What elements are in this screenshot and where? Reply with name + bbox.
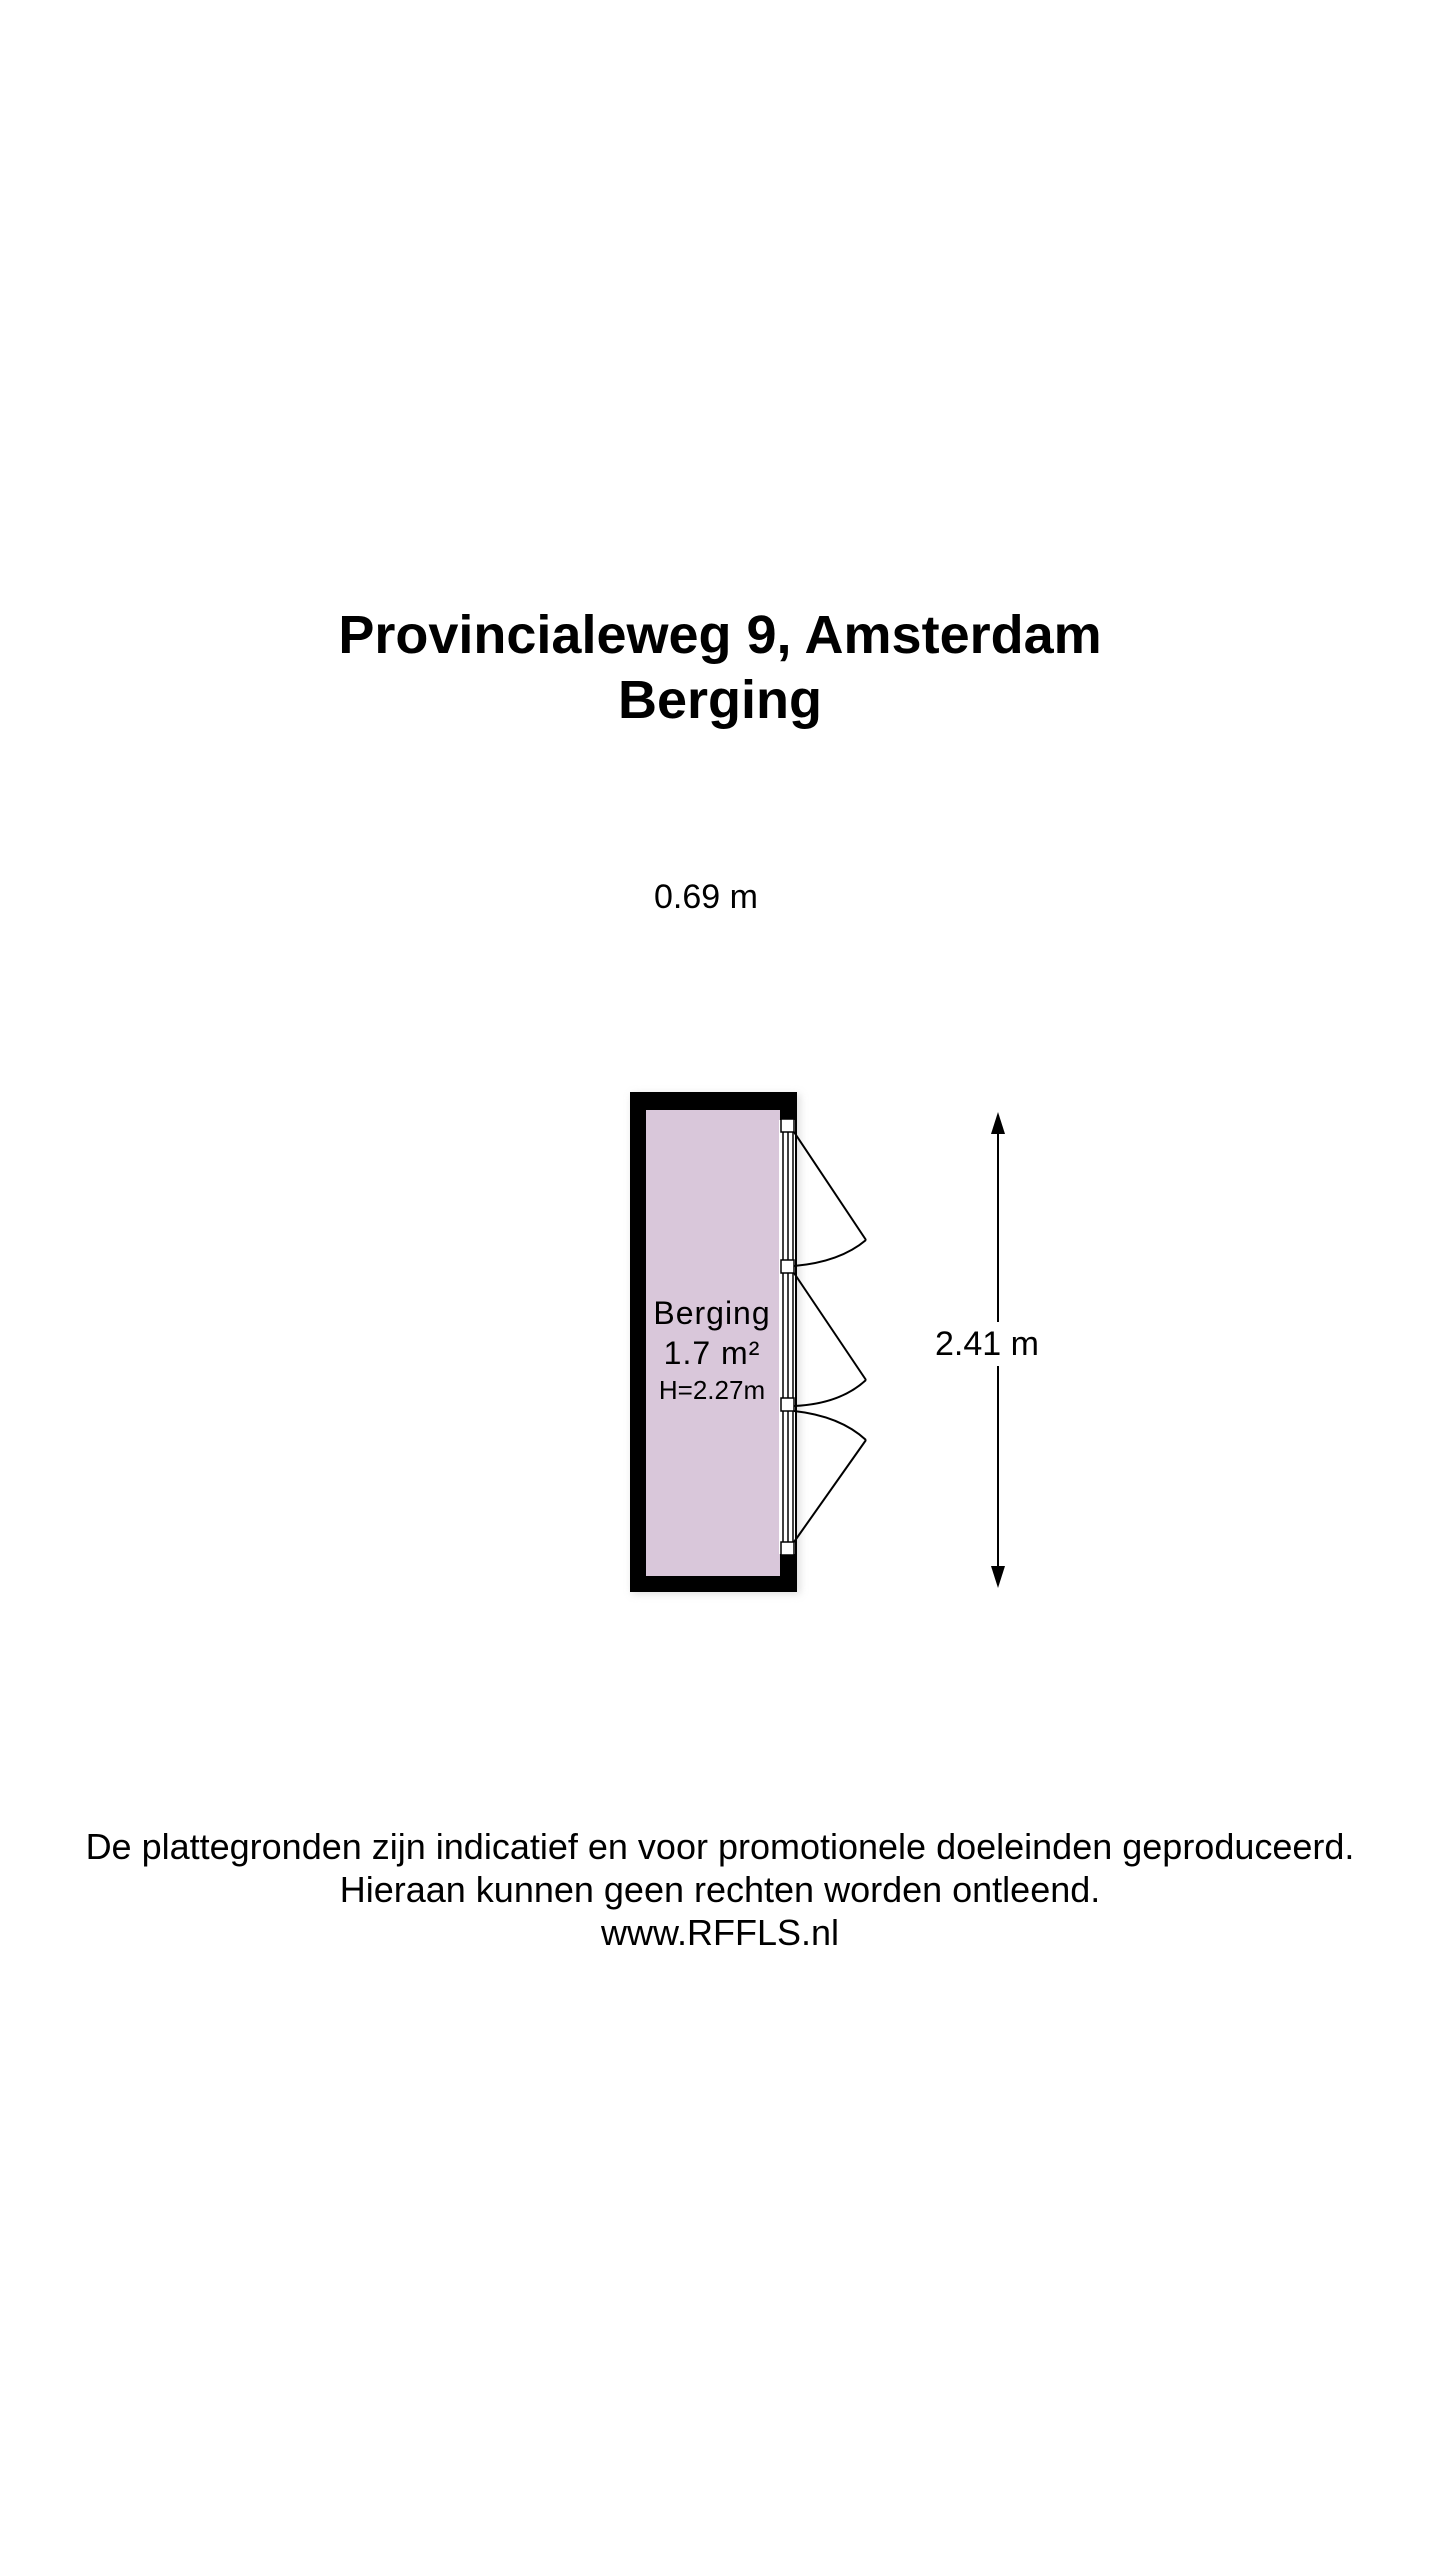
- door-leaf: [794, 1132, 866, 1240]
- hinge-box: [781, 1542, 794, 1555]
- door-leaf: [794, 1440, 866, 1542]
- door-swing-arc: [794, 1240, 866, 1266]
- hinge-box: [781, 1260, 794, 1273]
- plan-floor-title: Berging: [617, 670, 822, 730]
- door-swing-arc: [794, 1411, 866, 1440]
- arrow-up-icon: [991, 1112, 1005, 1134]
- room-area-label: 1.7 m²: [663, 1335, 761, 1371]
- website-link[interactable]: www.RFFLS.nl: [600, 1912, 840, 1953]
- width-dimension-label: 0.69 m: [654, 878, 758, 916]
- room-name-label: Berging: [653, 1295, 771, 1331]
- room-ceiling-height-label: H=2.27m: [658, 1375, 766, 1405]
- hinge-box: [781, 1119, 794, 1132]
- height-dimension-label: 2.41 m: [935, 1325, 1039, 1363]
- arrow-down-icon: [991, 1566, 1005, 1588]
- disclaimer-line: Hieraan kunnen geen rechten worden ontleend.: [339, 1869, 1101, 1910]
- plan-address-title: Provincialeweg 9, Amsterdam: [338, 605, 1102, 665]
- door-swing-arc: [794, 1380, 866, 1406]
- disclaimer-line: De plattegronden zijn indicatief en voor promotionele doeleinden geproduceerd.: [85, 1826, 1355, 1867]
- door-leaf: [794, 1273, 866, 1380]
